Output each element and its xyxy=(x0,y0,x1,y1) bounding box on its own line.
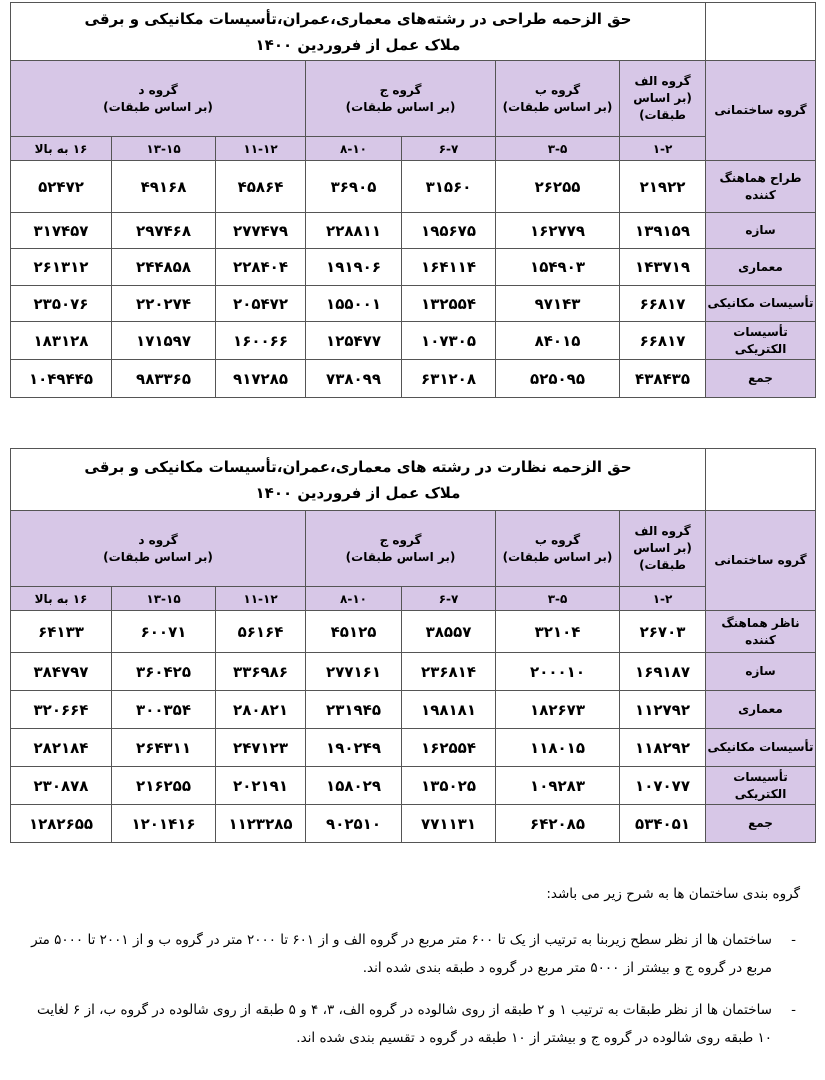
fee-cell: ۱۱۸۰۱۵ xyxy=(496,729,620,767)
row-label: طراح هماهنگ کننده xyxy=(706,161,816,213)
fee-cell: ۲۱۶۲۵۵ xyxy=(112,767,216,805)
table-title: حق الزحمه نظارت در رشته های معماری،عمران،تأسیسات مکانیکی و برقی ملاک عمل از فروردین ۱۴۰۰ xyxy=(11,449,706,511)
floor-range: ۱۶ به بالا xyxy=(11,587,112,611)
group-alef-header: گروه الف (بر اساس طبقات) xyxy=(620,511,706,587)
fee-cell: ۳۱۷۴۵۷ xyxy=(11,213,112,249)
fee-cell: ۹۸۳۳۶۵ xyxy=(112,360,216,398)
note-text: ساختمان ها از نظر سطح زیربنا به ترتیب از یک تا ۶۰۰ متر مربع در گروه الف و از ۶۰۱ تا ۲۰۰۰ متر در گروه ب و از ۲۰۰۱ تا ۵۰۰۰ متر مربع در گروه ج و بیشتر از ۵۰۰۰ متر مربع در گروه د طبقه بندی شده اند. xyxy=(31,932,772,976)
table-row xyxy=(11,322,816,360)
fee-cell: ۱۴۳۷۱۹ xyxy=(620,249,706,286)
fee-cell: ۱۶۴۱۱۴ xyxy=(402,249,496,286)
fee-cell: ۵۳۴۰۵۱ xyxy=(620,805,706,843)
fee-cell: ۱۳۵۰۲۵ xyxy=(402,767,496,805)
fee-cell: ۲۶۲۵۵ xyxy=(496,161,620,213)
bullet-dash: - xyxy=(791,932,796,948)
fee-cell: ۵۲۵۰۹۵ xyxy=(496,360,620,398)
fee-cell: ۱۹۸۱۸۱ xyxy=(402,691,496,729)
group-alef-header: گروه الف (بر اساس طبقات) xyxy=(620,61,706,137)
row-label: تأسیسات الکتریکی xyxy=(706,767,816,805)
fee-cell: ۱۲۵۴۷۷ xyxy=(306,322,402,360)
fee-cell: ۶۶۸۱۷ xyxy=(620,322,706,360)
row-label: معماری xyxy=(706,249,816,286)
notes-intro: گروه بندی ساختمان ها به شرح زیر می باشد: xyxy=(546,886,800,902)
fee-cell: ۴۳۸۴۳۵ xyxy=(620,360,706,398)
bullet-dash: - xyxy=(791,1002,796,1018)
fee-cell: ۱۶۰۰۶۶ xyxy=(216,322,306,360)
fee-cell: ۲۸۰۸۲۱ xyxy=(216,691,306,729)
fee-cell: ۲۸۲۱۸۴ xyxy=(11,729,112,767)
supervision-fee-table xyxy=(10,448,816,843)
building-group-header: گروه ساختمانی xyxy=(706,61,816,161)
floor-range: ۶-۷ xyxy=(402,137,496,161)
table-row-total xyxy=(11,360,816,398)
fee-cell: ۵۶۱۶۴ xyxy=(216,611,306,653)
fee-cell: ۳۸۴۷۹۷ xyxy=(11,653,112,691)
fee-cell: ۲۱۹۲۲ xyxy=(620,161,706,213)
floor-range: ۱۱-۱۲ xyxy=(216,137,306,161)
row-label: تأسیسات مکانیکی xyxy=(706,286,816,322)
design-fee-table xyxy=(10,2,816,398)
fee-cell: ۲۳۰۸۷۸ xyxy=(11,767,112,805)
table-row xyxy=(11,767,816,805)
fee-cell: ۴۵۸۶۴ xyxy=(216,161,306,213)
fee-cell: ۱۰۷۳۰۵ xyxy=(402,322,496,360)
fee-cell: ۳۶۰۴۲۵ xyxy=(112,653,216,691)
floor-range: ۱۳-۱۵ xyxy=(112,137,216,161)
row-label: سازه xyxy=(706,653,816,691)
fee-cell: ۲۰۵۴۷۲ xyxy=(216,286,306,322)
fee-cell: ۲۲۰۲۷۴ xyxy=(112,286,216,322)
fee-cell: ۲۴۷۱۲۳ xyxy=(216,729,306,767)
fee-cell: ۱۳۹۱۵۹ xyxy=(620,213,706,249)
fee-cell: ۳۱۵۶۰ xyxy=(402,161,496,213)
fee-cell: ۲۳۵۰۷۶ xyxy=(11,286,112,322)
fee-cell: ۱۱۲۷۹۲ xyxy=(620,691,706,729)
floor-range: ۱-۲ xyxy=(620,137,706,161)
fee-cell: ۱۹۱۹۰۶ xyxy=(306,249,402,286)
fee-cell: ۱۱۲۳۲۸۵ xyxy=(216,805,306,843)
table-row-total xyxy=(11,805,816,843)
fee-cell: ۶۴۲۰۸۵ xyxy=(496,805,620,843)
fee-cell: ۱۰۹۲۸۳ xyxy=(496,767,620,805)
fee-cell: ۲۶۴۳۱۱ xyxy=(112,729,216,767)
row-label: تأسیسات الکتریکی xyxy=(706,322,816,360)
group-dal-header: گروه د (بر اساس طبقات) xyxy=(11,61,306,137)
fee-cell: ۲۹۷۴۶۸ xyxy=(112,213,216,249)
fee-cell: ۱۵۵۰۰۱ xyxy=(306,286,402,322)
fee-cell: ۳۲۰۶۶۴ xyxy=(11,691,112,729)
group-be-header: گروه ب (بر اساس طبقات) xyxy=(496,511,620,587)
group-be-header: گروه ب (بر اساس طبقات) xyxy=(496,61,620,137)
fee-cell: ۷۳۸۰۹۹ xyxy=(306,360,402,398)
fee-cell: ۹۰۲۵۱۰ xyxy=(306,805,402,843)
fee-cell: ۲۰۲۱۹۱ xyxy=(216,767,306,805)
grouping-notes xyxy=(30,880,800,1052)
fee-cell: ۲۷۷۴۷۹ xyxy=(216,213,306,249)
floor-range: ۸-۱۰ xyxy=(306,137,402,161)
fee-cell: ۱۲۰۱۴۱۶ xyxy=(112,805,216,843)
floor-range: ۱۱-۱۲ xyxy=(216,587,306,611)
table-row xyxy=(11,653,816,691)
group-jim-header: گروه ج (بر اساس طبقات) xyxy=(306,61,496,137)
fee-cell: ۱۸۳۱۲۸ xyxy=(11,322,112,360)
floor-range: ۳-۵ xyxy=(496,137,620,161)
fee-cell: ۳۳۶۹۸۶ xyxy=(216,653,306,691)
fee-cell: ۳۶۹۰۵ xyxy=(306,161,402,213)
fee-cell: ۲۶۱۳۱۲ xyxy=(11,249,112,286)
fee-cell: ۱۱۸۲۹۲ xyxy=(620,729,706,767)
row-label: جمع xyxy=(706,360,816,398)
table-title: حق الزحمه طراحی در رشته‌های معماری،عمران،تأسیسات مکانیکی و برقی ملاک عمل از فروردین ۱۴۰۰ xyxy=(11,3,706,61)
row-label: سازه xyxy=(706,213,816,249)
floor-range: ۱-۲ xyxy=(620,587,706,611)
table-row xyxy=(11,691,816,729)
note-text: ساختمان ها از نظر طبقات به ترتیب ۱ و ۲ طبقه از روی شالوده در گروه الف، ۳، ۴ و ۵ طبقه از روی شالوده در گروه ب، از ۶ لغایت ۱۰ طبقه روی شالوده در گروه ج و بیشتر از ۱۰ طبقه در گروه د تقسیم بندی شده اند. xyxy=(37,1002,772,1046)
fee-cell: ۱۵۸۰۲۹ xyxy=(306,767,402,805)
fee-cell: ۱۳۲۵۵۴ xyxy=(402,286,496,322)
fee-cell: ۴۹۱۶۸ xyxy=(112,161,216,213)
row-label: جمع xyxy=(706,805,816,843)
group-jim-header: گروه ج (بر اساس طبقات) xyxy=(306,511,496,587)
fee-cell: ۲۳۱۹۴۵ xyxy=(306,691,402,729)
table-row xyxy=(11,611,816,653)
floor-range: ۱۳-۱۵ xyxy=(112,587,216,611)
fee-cell: ۱۶۲۷۷۹ xyxy=(496,213,620,249)
fee-cell: ۱۰۷۰۷۷ xyxy=(620,767,706,805)
fee-cell: ۲۶۷۰۳ xyxy=(620,611,706,653)
fee-cell: ۱۵۴۹۰۳ xyxy=(496,249,620,286)
fee-cell: ۶۳۱۲۰۸ xyxy=(402,360,496,398)
fee-cell: ۳۸۵۵۷ xyxy=(402,611,496,653)
fee-cell: ۱۶۹۱۸۷ xyxy=(620,653,706,691)
table-row xyxy=(11,213,816,249)
floor-range: ۶-۷ xyxy=(402,587,496,611)
fee-cell: ۲۲۸۴۰۴ xyxy=(216,249,306,286)
fee-cell: ۱۶۲۵۵۴ xyxy=(402,729,496,767)
fee-cell: ۵۲۴۷۲ xyxy=(11,161,112,213)
fee-cell: ۳۲۱۰۴ xyxy=(496,611,620,653)
fee-cell: ۷۷۱۱۳۱ xyxy=(402,805,496,843)
floor-range: ۸-۱۰ xyxy=(306,587,402,611)
fee-cell: ۳۰۰۳۵۴ xyxy=(112,691,216,729)
building-group-header: گروه ساختمانی xyxy=(706,511,816,611)
fee-cell: ۲۳۶۸۱۴ xyxy=(402,653,496,691)
note-item xyxy=(30,926,800,982)
table-row xyxy=(11,729,816,767)
fee-cell: ۲۴۴۸۵۸ xyxy=(112,249,216,286)
fee-cell: ۹۱۷۲۸۵ xyxy=(216,360,306,398)
table-row xyxy=(11,249,816,286)
floor-range: ۳-۵ xyxy=(496,587,620,611)
fee-cell: ۱۷۱۵۹۷ xyxy=(112,322,216,360)
group-dal-header: گروه د (بر اساس طبقات) xyxy=(11,511,306,587)
fee-cell: ۲۲۸۸۱۱ xyxy=(306,213,402,249)
row-label: ناظر هماهنگ کننده xyxy=(706,611,816,653)
fee-cell: ۲۰۰۰۱۰ xyxy=(496,653,620,691)
table-row xyxy=(11,161,816,213)
fee-cell: ۶۶۸۱۷ xyxy=(620,286,706,322)
table-row xyxy=(11,286,816,322)
fee-cell: ۶۰۰۷۱ xyxy=(112,611,216,653)
row-label: معماری xyxy=(706,691,816,729)
row-label: تأسیسات مکانیکی xyxy=(706,729,816,767)
fee-cell: ۲۷۷۱۶۱ xyxy=(306,653,402,691)
note-item xyxy=(30,996,800,1052)
fee-cell: ۴۵۱۲۵ xyxy=(306,611,402,653)
fee-cell: ۱۹۵۶۷۵ xyxy=(402,213,496,249)
fee-cell: ۹۷۱۴۳ xyxy=(496,286,620,322)
fee-cell: ۶۴۱۳۳ xyxy=(11,611,112,653)
fee-cell: ۱۰۴۹۴۴۵ xyxy=(11,360,112,398)
fee-cell: ۱۲۸۲۶۵۵ xyxy=(11,805,112,843)
floor-range: ۱۶ به بالا xyxy=(11,137,112,161)
fee-cell: ۸۴۰۱۵ xyxy=(496,322,620,360)
fee-cell: ۱۹۰۲۴۹ xyxy=(306,729,402,767)
fee-cell: ۱۸۲۶۷۳ xyxy=(496,691,620,729)
